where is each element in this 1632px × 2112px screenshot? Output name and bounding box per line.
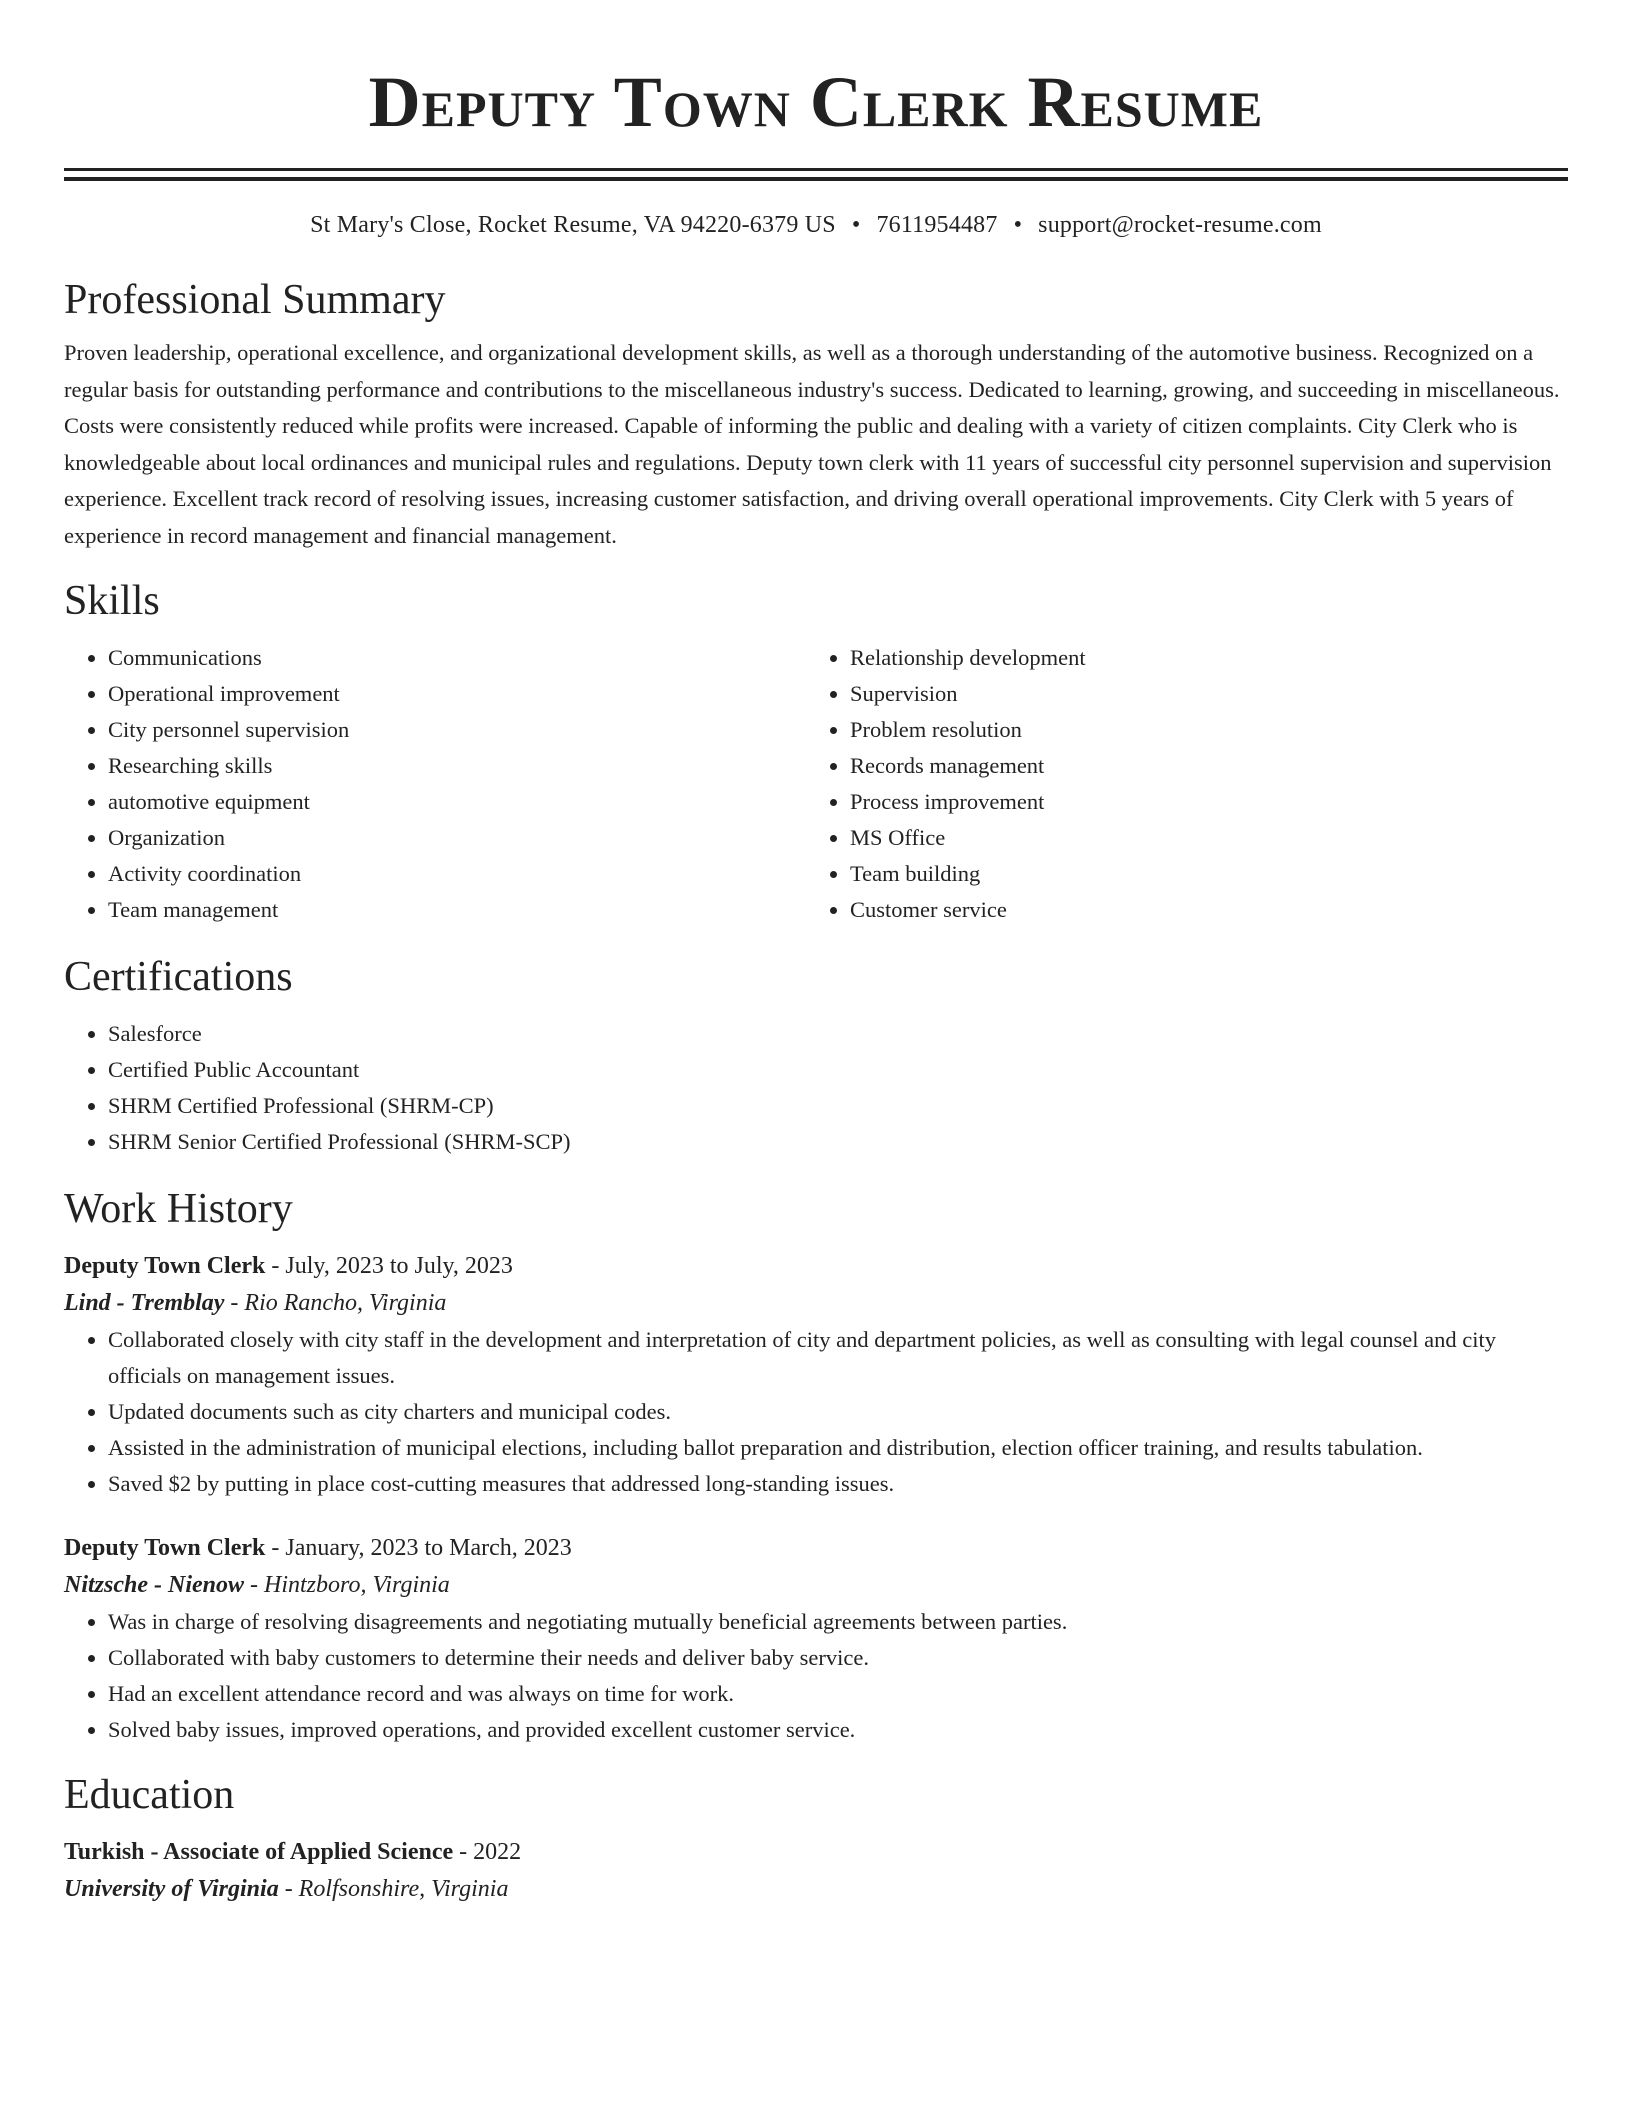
job-entry bbox=[64, 1248, 1568, 1502]
job-title: Deputy Town Clerk bbox=[64, 1535, 266, 1561]
skill-item: • Activity coordination bbox=[108, 856, 806, 892]
skills-grid bbox=[64, 640, 1568, 928]
job-company-line bbox=[64, 1566, 1568, 1604]
certification-item: • Certified Public Accountant bbox=[108, 1052, 1568, 1088]
header-divider bbox=[64, 168, 1568, 181]
skill-item: • Researching skills bbox=[108, 748, 806, 784]
skills-list-right bbox=[806, 640, 1548, 928]
skill-item: • Relationship development bbox=[850, 640, 1548, 676]
job-duty-item: • Was in charge of resolving disagreements and negotiating mutually beneficial agreements between parties. bbox=[108, 1604, 1568, 1640]
resume-title: Deputy Town Clerk Resume bbox=[368, 62, 1264, 142]
contact-separator: • bbox=[1013, 212, 1023, 238]
certifications-list bbox=[64, 1016, 1568, 1160]
job-company: Nitzsche - Nienow bbox=[64, 1572, 244, 1598]
email-text: support@rocket-resume.com bbox=[1038, 212, 1322, 238]
job-duty-item: • Collaborated closely with city staff in the development and interpretation of city and department policies, as well as consulting with legal counsel and city officials on management issues. bbox=[108, 1322, 1568, 1394]
job-dates: - January, 2023 to March, 2023 bbox=[265, 1535, 572, 1561]
skill-item: • automotive equipment bbox=[108, 784, 806, 820]
phone-text: 7611954487 bbox=[876, 212, 998, 238]
contact-separator: • bbox=[851, 212, 861, 238]
skill-item: • Team building bbox=[850, 856, 1548, 892]
education-school: University of Virginia bbox=[64, 1876, 279, 1902]
job-duty-item: • Saved $2 by putting in place cost-cutting measures that addressed long-standing issues. bbox=[108, 1466, 1568, 1502]
job-duty-item: • Updated documents such as city charters and municipal codes. bbox=[108, 1394, 1568, 1430]
education-entry bbox=[64, 1834, 1568, 1908]
job-company-line bbox=[64, 1284, 1568, 1322]
certification-item: • SHRM Senior Certified Professional (SHRM-SCP) bbox=[108, 1124, 1568, 1160]
skills-heading: Skills bbox=[64, 578, 160, 624]
skill-item: • Process improvement bbox=[850, 784, 1548, 820]
job-title: Deputy Town Clerk bbox=[64, 1253, 266, 1279]
job-dates: - July, 2023 to July, 2023 bbox=[265, 1253, 513, 1279]
skill-item: • Records management bbox=[850, 748, 1548, 784]
job-duty-item: • Collaborated with baby customers to determine their needs and deliver baby service. bbox=[108, 1640, 1568, 1676]
job-duty-item: • Assisted in the administration of municipal elections, including ballot preparation and distribution, election officer training, and results tabulation. bbox=[108, 1430, 1568, 1466]
job-title-line bbox=[64, 1248, 1568, 1284]
certifications-heading: Certifications bbox=[64, 954, 293, 1000]
work-history-heading: Work History bbox=[64, 1186, 293, 1232]
education-degree-line bbox=[64, 1834, 1568, 1870]
job-location: - Rio Rancho, Virginia bbox=[224, 1290, 447, 1316]
certification-item: • SHRM Certified Professional (SHRM-CP) bbox=[108, 1088, 1568, 1124]
skill-item: • City personnel supervision bbox=[108, 712, 806, 748]
skills-column-right bbox=[806, 640, 1548, 928]
job-location: - Hintzboro, Virginia bbox=[244, 1572, 450, 1598]
job-title-line bbox=[64, 1530, 1568, 1566]
job-duty-item: • Solved baby issues, improved operations, and provided excellent customer service. bbox=[108, 1712, 1568, 1748]
job-company: Lind - Tremblay bbox=[64, 1290, 225, 1316]
skill-item: • Team management bbox=[108, 892, 806, 928]
address-text: St Mary's Close, Rocket Resume, VA 94220-6379 US bbox=[310, 212, 836, 238]
resume-page bbox=[64, 0, 1568, 1908]
skill-item: • Customer service bbox=[850, 892, 1548, 928]
skill-item: • Communications bbox=[108, 640, 806, 676]
summary-heading: Professional Summary bbox=[64, 277, 446, 323]
education-degree: Turkish - Associate of Applied Science bbox=[64, 1839, 454, 1865]
job-duties-list bbox=[64, 1604, 1568, 1748]
job-entry bbox=[64, 1530, 1568, 1748]
skill-item: • Supervision bbox=[850, 676, 1548, 712]
summary-text: Proven leadership, operational excellence, and organizational development skills, as well as a thorough understanding of the automotive business. Recognized on a regular basis for outstanding performance and contributions to the miscellaneous industry's success. Dedicated to learning, growing, and succeeding in miscellaneous. Costs were consistently reduced while profits were increased. Capable of informing the public and dealing with a variety of citizen complaints. City Clerk who is knowledgeable about local ordinances and municipal rules and regulations. Deputy town clerk with 11 years of successful city personnel supervision and supervision experience. Excellent track record of resolving issues, increasing customer satisfaction, and driving overall operational improvements. City Clerk with 5 years of experience in record management and financial management. bbox=[64, 340, 1560, 548]
job-duties-list bbox=[64, 1322, 1568, 1502]
skills-column-left bbox=[64, 640, 806, 928]
education-location: - Rolfsonshire, Virginia bbox=[278, 1876, 509, 1902]
skill-item: • Operational improvement bbox=[108, 676, 806, 712]
education-heading: Education bbox=[64, 1772, 235, 1818]
skill-item: • MS Office bbox=[850, 820, 1548, 856]
contact-line bbox=[64, 209, 1568, 241]
skills-list-left bbox=[64, 640, 806, 928]
education-school-line bbox=[64, 1870, 1568, 1908]
education-year: - 2022 bbox=[453, 1839, 522, 1865]
certification-item: • Salesforce bbox=[108, 1016, 1568, 1052]
skill-item: • Organization bbox=[108, 820, 806, 856]
job-duty-item: • Had an excellent attendance record and was always on time for work. bbox=[108, 1676, 1568, 1712]
skill-item: • Problem resolution bbox=[850, 712, 1548, 748]
